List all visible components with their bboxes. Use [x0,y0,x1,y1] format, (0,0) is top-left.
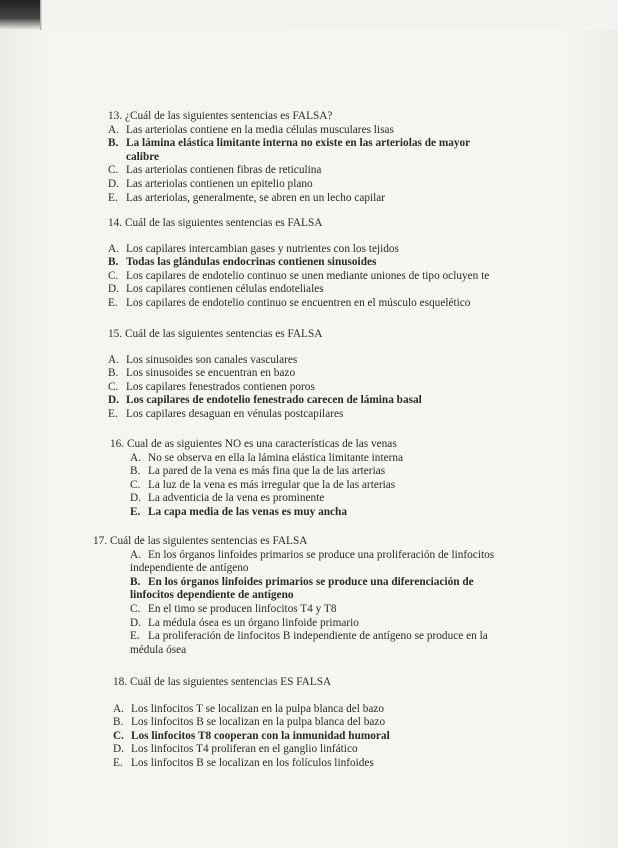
option-e-answer: E. La capa media de las venas es muy ancha [130,505,347,518]
question-title: 18. Cuál de las siguientes sentencias ES FALSA [113,676,332,688]
option-c-answer: C. Los linfocitos T8 cooperan con la inmunidad humoral [113,729,390,742]
question-15 [108,328,422,422]
option-a: A. Los capilares intercambian gases y nutrientes con los tejidos [108,242,399,255]
question-title: 16. Cual de as siguientes NO es una características de las venas [110,438,397,450]
question-17 [93,535,494,657]
question-16 [110,438,403,520]
option-c: C. Los capilares de endotelio continuo se unen mediante uniones de tipo ocluyen te [108,269,490,282]
option-a-continuation: independiente de antígeno [130,562,249,575]
question-title: 14. Cuál de las siguientes sentencias es FALSA [108,217,323,229]
option-a: A. No se observa en ella la lámina elástica limitante interna [130,451,404,464]
option-a: A. Las arteriolas contiene en la media células musculares lisas [108,123,394,136]
option-e: E. La proliferación de linfocitos B independiente de antígeno se produce en la [130,630,488,643]
option-b-continuation: calibre [126,150,160,163]
question-13 [108,110,470,205]
option-b: B. La pared de la vena es más fina que la de las arterias [130,465,386,478]
option-b-answer: B. En los órganos linfoides primarios se produce una diferenciación de [130,575,474,588]
scan-edge [0,0,618,30]
option-d: D. Las arteriolas contienen un epitelio plano [108,177,313,190]
option-b: B. Los sinusoides se encuentran en bazo [108,367,296,380]
question-14 [108,217,489,311]
option-a: A. Los linfocitos T se localizan en la pulpa blanca del bazo [113,702,385,715]
option-c: C. Los capilares fenestrados contienen poros [108,380,315,393]
option-e: E. Los linfocitos B se localizan en los folículos linfoides [113,756,374,769]
question-title: 13. ¿Cuál de las siguientes sentencias es FALSA? [108,110,333,122]
option-b-answer: B. Todas las glándulas endocrinas contienen sinusoides [108,256,377,269]
option-b: B. Los linfocitos B se localizan en la pulpa blanca del bazo [113,716,386,729]
option-a: A. Los sinusoides son canales vasculares [108,353,298,366]
question-18 [113,676,390,771]
option-d: D. Los linfocitos T4 proliferan en el ganglio linfático [113,743,358,756]
option-c: C. En el timo se producen linfocitos T4 y T8 [130,602,337,615]
option-d-answer: D. Los capilares de endotelio fenestrado carecen de lámina basal [108,394,422,407]
option-d: D. La médula ósea es un órgano linfoide primario [130,616,359,629]
option-e-continuation: médula ósea [130,643,187,656]
option-b-answer: B. La lámina elástica limitante interna no existe en las arteriolas de mayor [108,137,471,150]
option-e: E. Los capilares de endotelio continuo se encuentren en el músculo esquelético [108,296,471,309]
option-d: D. Los capilares contienen células endoteliales [108,283,324,296]
question-title: 17. Cuál de las siguientes sentencias es FALSA [93,535,308,547]
question-title: 15. Cuál de las siguientes sentencias es FALSA [108,328,323,340]
option-c: C. La luz de la vena es más irregular que la de las arterias [130,478,396,491]
option-b-continuation: linfocitos dependiente de antígeno [130,589,294,602]
option-e: E. Las arteriolas, generalmente, se abren en un lecho capilar [108,191,386,204]
option-d: D. La adventicia de la vena es prominente [130,492,325,505]
option-c: C. Las arteriolas contienen fibras de reticulina [108,164,322,177]
option-e: E. Los capilares desaguan en vénulas postcapilares [108,407,344,420]
option-a: A. En los órganos linfoides primarios se produce una proliferación de linfocitos [130,548,495,561]
